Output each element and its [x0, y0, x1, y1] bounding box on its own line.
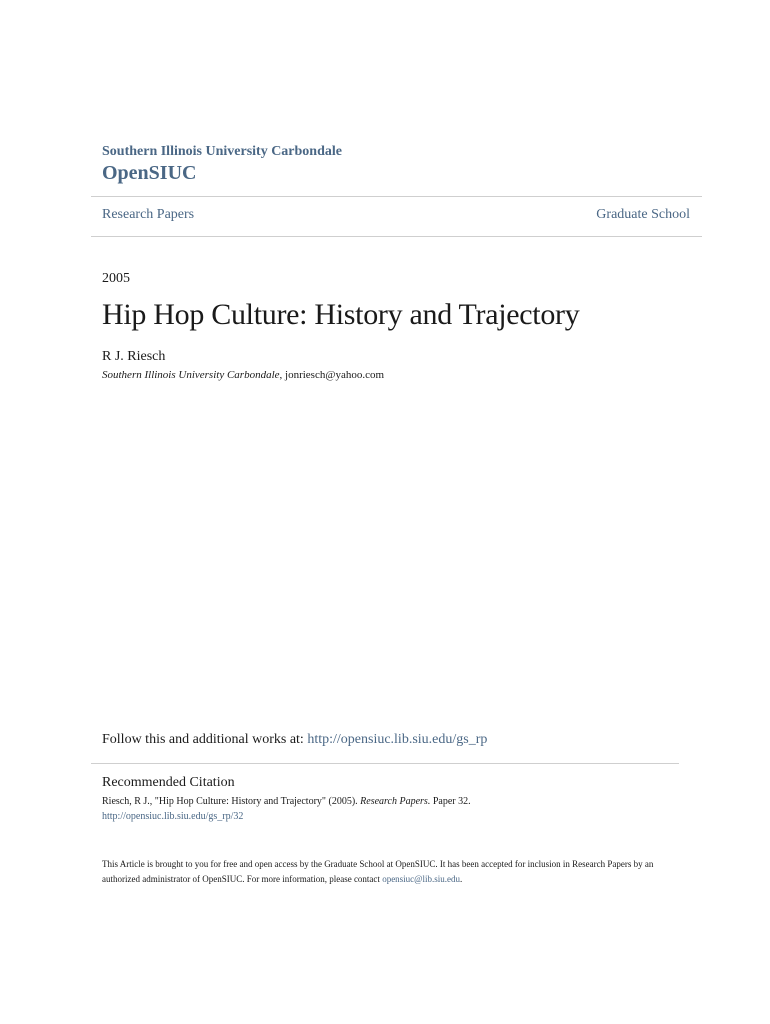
citation-text — [102, 796, 471, 807]
follow-link[interactable]: http://opensiuc.lib.siu.edu/gs_rp — [307, 732, 488, 747]
institution-name: Southern Illinois University Carbondale — [102, 144, 342, 159]
citation-divider — [91, 763, 679, 764]
citation-series: Research Papers. — [360, 796, 431, 807]
publication-year: 2005 — [102, 271, 130, 286]
repository-name[interactable]: OpenSIUC — [102, 162, 197, 184]
citation-text-end: Paper 32. — [430, 796, 471, 807]
access-notice — [102, 857, 672, 887]
citation-text-start: Riesch, R J., "Hip Hop Culture: History and Trajectory" (2005). — [102, 796, 361, 807]
access-notice-text: This Article is brought to you for free and open access by the Graduate School at OpenSIUC. It has been accepted for inclusion in Research Papers by an authorized administrator of OpenSIUC. For more information, please contact — [102, 859, 654, 884]
citation-link[interactable]: http://opensiuc.lib.siu.edu/gs_rp/32 — [102, 811, 244, 822]
affiliation-name: Southern Illinois University Carbondale — [102, 369, 280, 381]
header-divider-bottom — [91, 236, 702, 237]
header-divider-top — [91, 196, 702, 197]
research-papers-link[interactable]: Research Papers — [102, 207, 195, 222]
follow-label: Follow this and additional works at: — [102, 732, 308, 747]
contact-email-link[interactable]: opensiuc@lib.siu.edu — [382, 874, 460, 884]
author-email: , jonriesch@yahoo.com — [279, 369, 385, 381]
follow-line — [102, 732, 487, 748]
access-notice-end: . — [459, 874, 463, 884]
author-affiliation — [102, 369, 384, 381]
graduate-school-link[interactable]: Graduate School — [596, 207, 690, 222]
article-title: Hip Hop Culture: History and Trajectory — [102, 298, 580, 331]
author-name: R J. Riesch — [102, 349, 166, 364]
recommended-citation-heading: Recommended Citation — [102, 775, 235, 790]
